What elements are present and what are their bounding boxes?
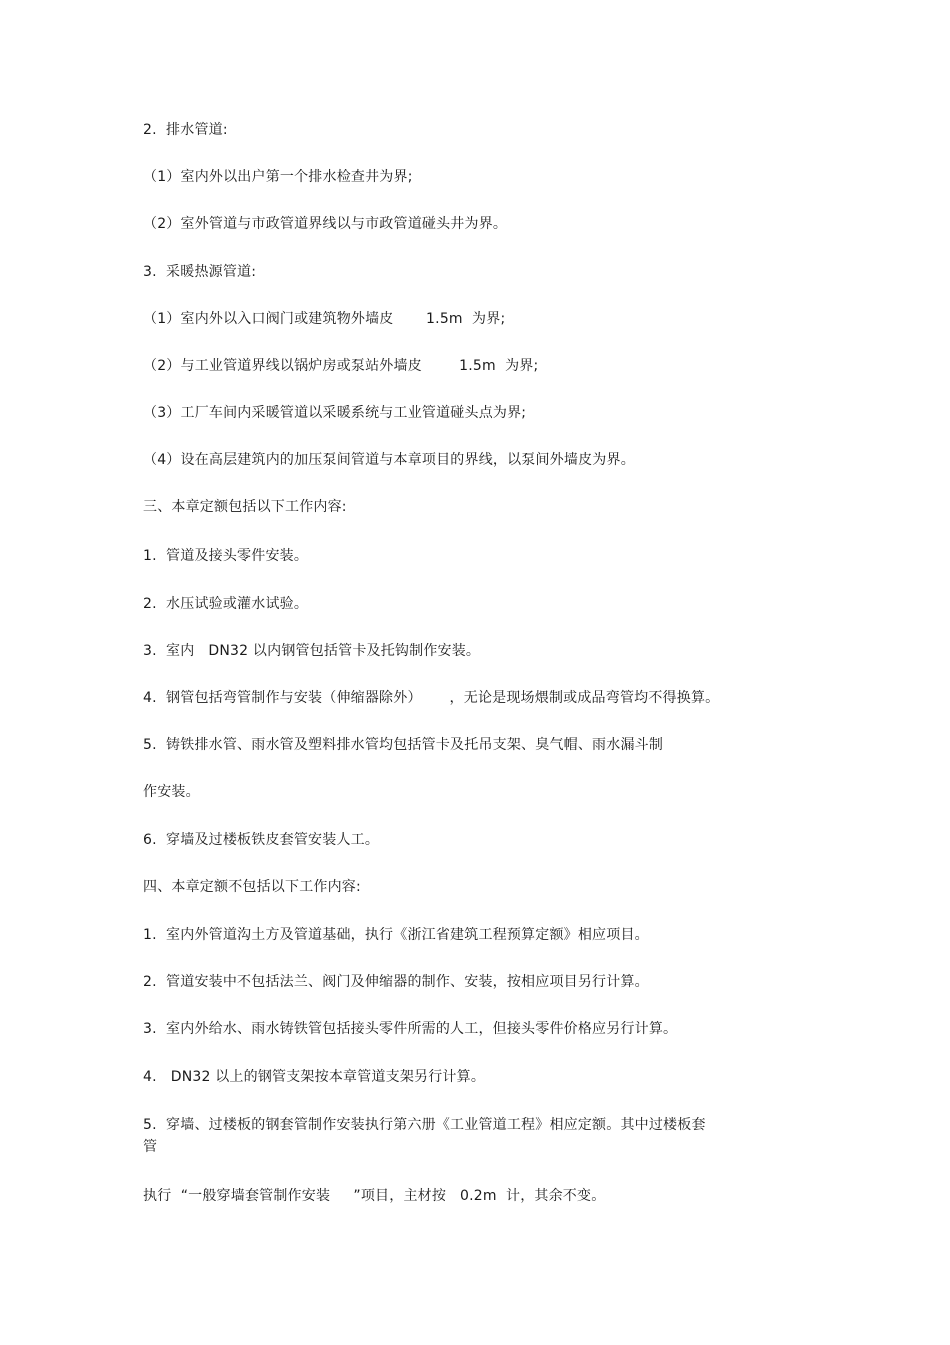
text-line: 2. 水压试验或灌水试验。 — [143, 596, 309, 612]
text-line: 3. 采暖热源管道: — [143, 264, 257, 280]
text-line: （3）工厂车间内采暖管道以采暖系统与工业管道碰头点为界; — [143, 405, 527, 421]
text-line: 5. 穿墙、过楼板的钢套管制作安装执行第六册《工业管道工程》相应定额。其中过楼板套 — [143, 1117, 706, 1133]
text-line: 1. 室内外管道沟土方及管道基础，执行《浙江省建筑工程预算定额》相应项目。 — [143, 927, 649, 943]
text-line: 4. DN32 以上的钢管支架按本章管道支架另行计算。 — [143, 1069, 486, 1085]
section-heading: 四、本章定额不包括以下工作内容: — [143, 879, 361, 895]
text-line: 3. 室内 DN32 以内钢管包括管卡及托钩制作安装。 — [143, 643, 481, 659]
text-line: 2. 管道安装中不包括法兰、阀门及伸缩器的制作、安装，按相应项目另行计算。 — [143, 974, 649, 990]
text-line: 1. 管道及接头零件安装。 — [143, 548, 309, 564]
text-line: （4）设在高层建筑内的加压泵间管道与本章项目的界线，以泵间外墙皮为界。 — [143, 452, 635, 468]
text-line: 管 — [143, 1139, 158, 1155]
text-line: 6. 穿墙及过楼板铁皮套管安装人工。 — [143, 832, 380, 848]
text-line: 2. 排水管道: — [143, 122, 228, 138]
text-line: 执行 “一般穿墙套管制作安装 ”项目，主材按 0.2m 计，其余不变。 — [143, 1188, 606, 1204]
section-heading: 三、本章定额包括以下工作内容: — [143, 499, 347, 515]
text-line: 5. 铸铁排水管、雨水管及塑料排水管均包括管卡及托吊支架、臭气帽、雨水漏斗制 — [143, 737, 664, 753]
text-line: （2）室外管道与市政管道界线以与市政管道碰头井为界。 — [143, 216, 508, 232]
text-line: 作安装。 — [143, 784, 200, 800]
text-line: （1）室内外以入口阀门或建筑物外墙皮 1.5m 为界; — [143, 311, 506, 327]
text-line: 3. 室内外给水、雨水铸铁管包括接头零件所需的人工，但接头零件价格应另行计算。 — [143, 1021, 678, 1037]
text-line: （2）与工业管道界线以锅炉房或泵站外墙皮 1.5m 为界; — [143, 358, 539, 374]
text-line: （1）室内外以出户第一个排水检查井为界; — [143, 169, 413, 185]
text-line: 4. 钢管包括弯管制作与安装（伸缩器除外） ，无论是现场煨制或成品弯管均不得换算。 — [143, 690, 720, 706]
